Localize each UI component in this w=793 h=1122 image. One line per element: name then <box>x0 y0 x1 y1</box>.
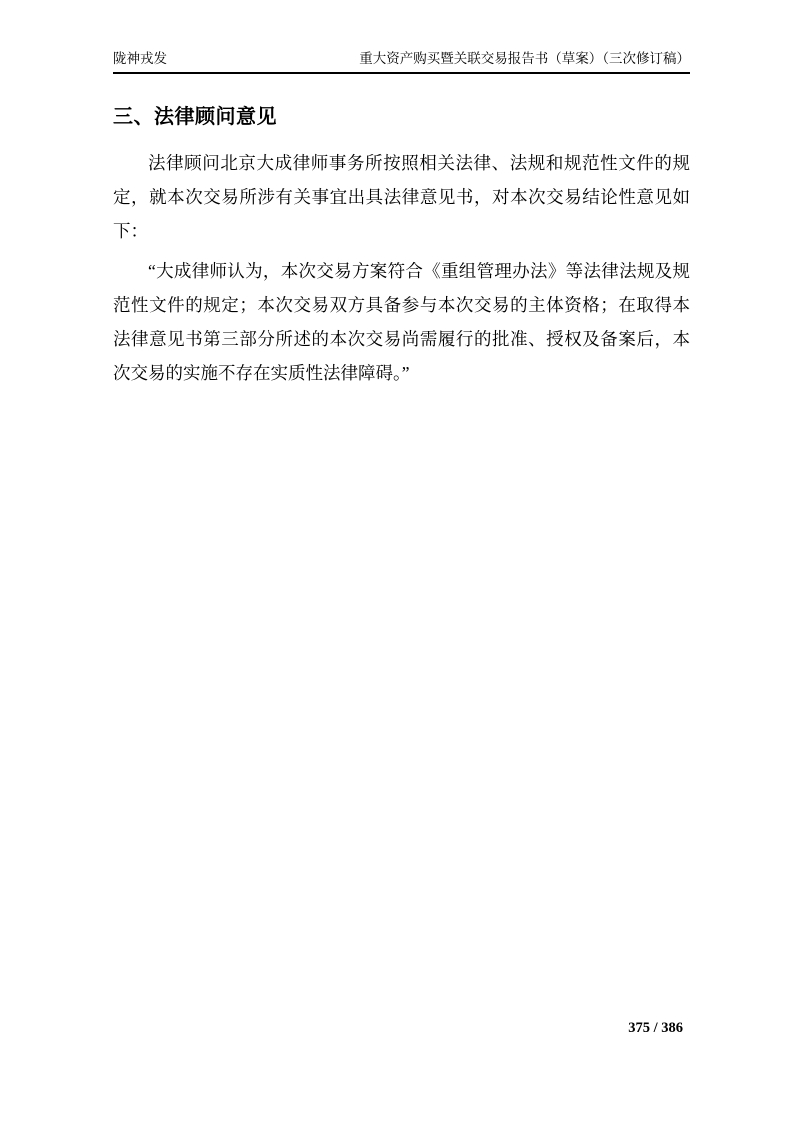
section-heading: 三、法律顾问意见 <box>113 106 277 129</box>
header-company-name: 陇神戎发 <box>113 51 167 66</box>
paragraph-legal-opinion: “大成律师认为，本次交易方案符合《重组管理办法》等法律法规及规范性文件的规定；本次交易双方具备参与本次交易的主体资格；在取得本法律意见书第三部分所述的本次交易尚需履行的批准、授权及备案后，本次交易的实施不存在实质性法律障碍。” <box>113 261 690 384</box>
body-text <box>113 146 690 390</box>
paragraph-intro: 法律顾问北京大成律师事务所按照相关法律、法规和规范性文件的规定，就本次交易所涉有关事宜出具法律意见书，对本次交易结论性意见如下： <box>113 153 690 242</box>
page-header <box>113 50 690 74</box>
header-report-title: 重大资产购买暨关联交易报告书（草案）（三次修订稿） <box>359 51 690 66</box>
page-number: 375 / 386 <box>628 1020 683 1036</box>
page-content <box>113 50 690 396</box>
